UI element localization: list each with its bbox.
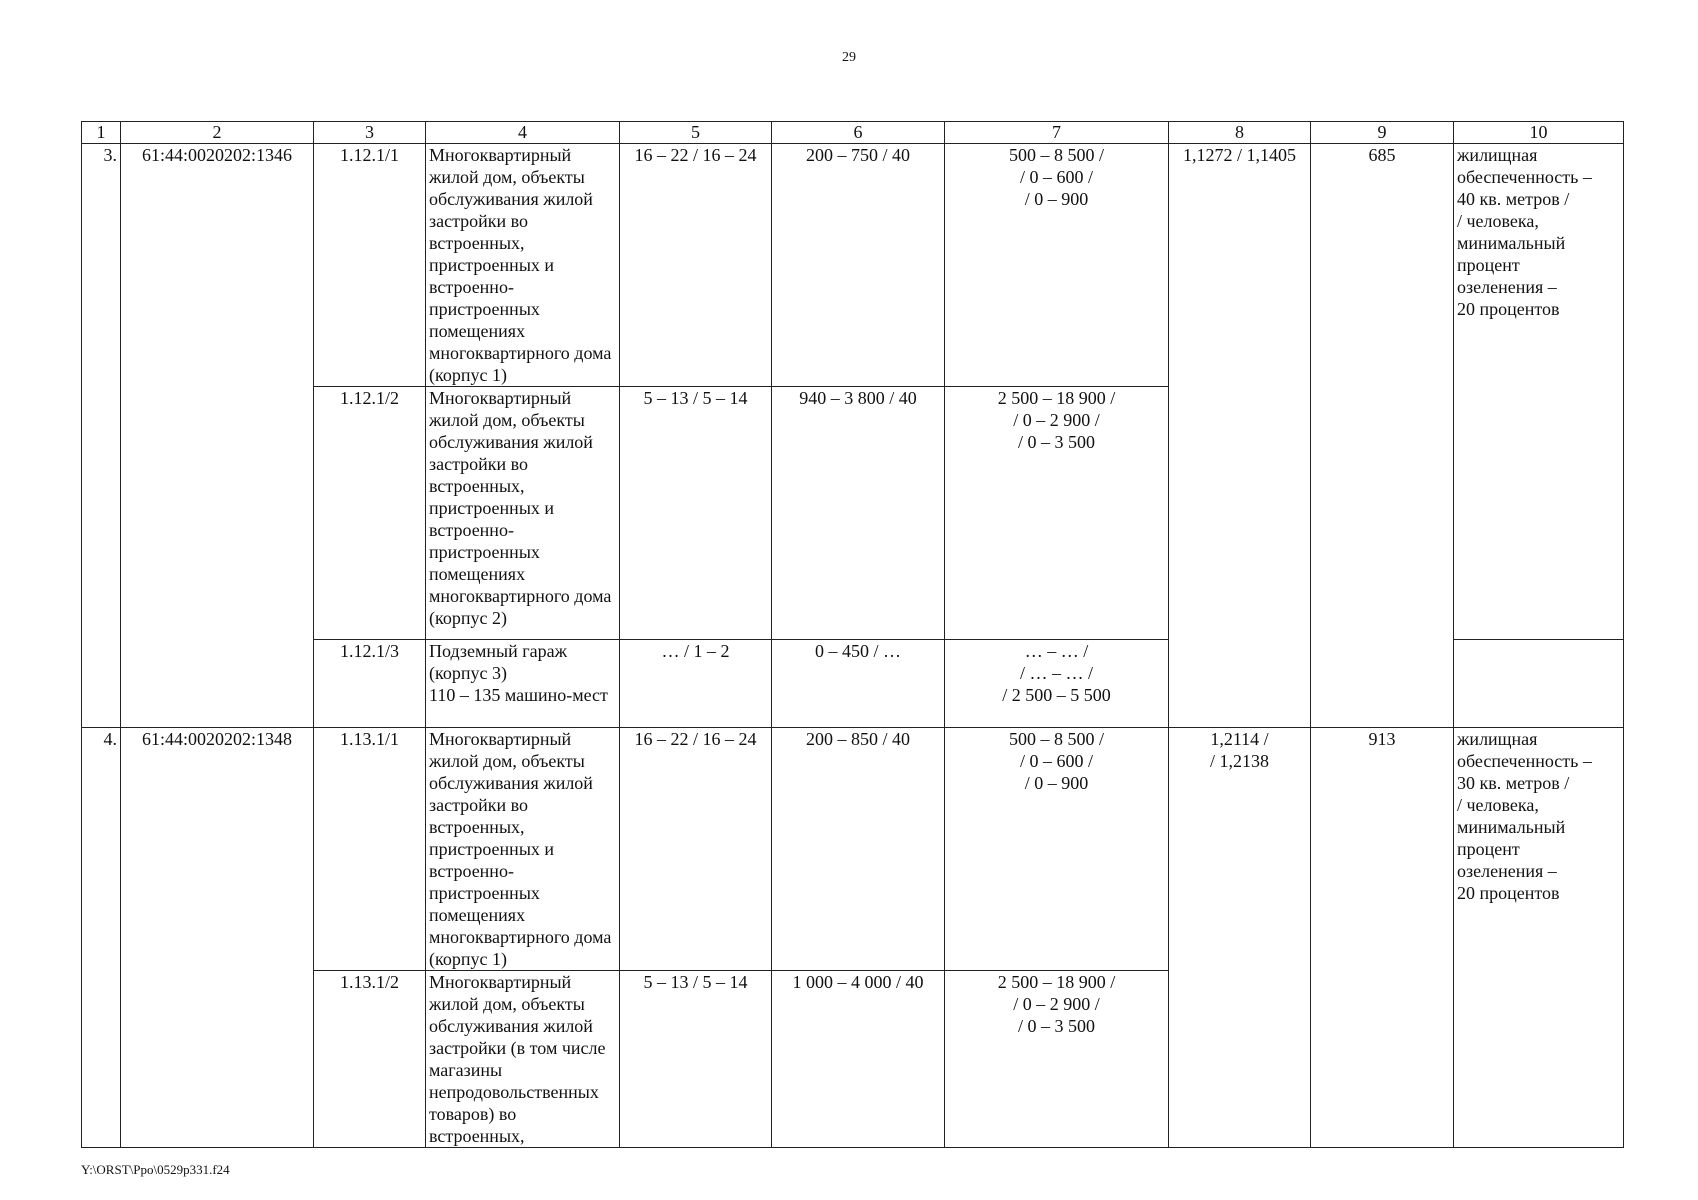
object-code: 1.13.1/2	[314, 971, 426, 1148]
header-cell: 5	[620, 122, 772, 144]
count-value: 913	[1311, 728, 1454, 1148]
notes-value: жилищная обеспеченность – 30 кв. метров / / человека, минимальный процент озеленения – 20 процентов	[1454, 728, 1624, 1148]
cadastral-number: 61:44:0020202:1346	[121, 144, 314, 728]
cadastral-number: 61:44:0020202:1348	[121, 728, 314, 1148]
object-description: Многоквартирный жилой дом, объекты обслуживания жилой застройки во встроенных, пристроенных и встроенно-пристроенных помещениях многоквартирного дома (корпус 1)	[426, 144, 620, 387]
header-cell: 8	[1169, 122, 1311, 144]
floors-value: … / 1 – 2	[620, 640, 772, 728]
header-cell: 1	[82, 122, 121, 144]
row-number: 4.	[82, 728, 121, 1148]
object-code: 1.12.1/2	[314, 387, 426, 640]
header-cell: 10	[1454, 122, 1624, 144]
area-value: 200 – 750 / 40	[772, 144, 945, 387]
floors-value: 16 – 22 / 16 – 24	[620, 728, 772, 971]
floors-value: 5 – 13 / 5 – 14	[620, 971, 772, 1148]
object-description: Многоквартирный жилой дом, объекты обслуживания жилой застройки во встроенных, пристроенных и встроенно-пристроенных помещениях многоквартирного дома (корпус 1)	[426, 728, 620, 971]
empty-cell	[1454, 640, 1624, 728]
object-description: Многоквартирный жилой дом, объекты обслуживания жилой застройки (в том числе магазины непродовольственных товаров) во встроенных,	[426, 971, 620, 1148]
object-code: 1.13.1/1	[314, 728, 426, 971]
floors-value: 16 – 22 / 16 – 24	[620, 144, 772, 387]
header-cell: 2	[121, 122, 314, 144]
count-value: 685	[1311, 144, 1454, 728]
object-code: 1.12.1/3	[314, 640, 426, 728]
object-description: Подземный гараж (корпус 3) 110 – 135 машино-мест	[426, 640, 620, 728]
footer-file-path: Y:\ORST\Ppo\0529p331.f24	[81, 1162, 230, 1177]
floors-value: 5 – 13 / 5 – 14	[620, 387, 772, 640]
area-value: 0 – 450 / …	[772, 640, 945, 728]
header-cell: 4	[426, 122, 620, 144]
header-cell: 6	[772, 122, 945, 144]
area-value: 1 000 – 4 000 / 40	[772, 971, 945, 1148]
notes-value: жилищная обеспеченность – 40 кв. метров / / человека, минимальный процент озеленения – 20 процентов	[1454, 144, 1624, 640]
ratio-value: 1,2114 / / 1,2138	[1169, 728, 1311, 1148]
header-cell: 9	[1311, 122, 1454, 144]
table-row	[82, 728, 1624, 971]
table-header-row	[82, 122, 1624, 144]
page-number: 29	[842, 50, 856, 65]
table-row	[82, 144, 1624, 387]
ratio-value: 1,1272 / 1,1405	[1169, 144, 1311, 728]
area-value: 940 – 3 800 / 40	[772, 387, 945, 640]
header-cell: 7	[945, 122, 1169, 144]
capacity-value: 500 – 8 500 / / 0 – 600 / / 0 – 900	[945, 728, 1169, 971]
row-number: 3.	[82, 144, 121, 728]
capacity-value: 500 – 8 500 / / 0 – 600 / / 0 – 900	[945, 144, 1169, 387]
capacity-value: 2 500 – 18 900 / / 0 – 2 900 / / 0 – 3 500	[945, 971, 1169, 1148]
data-table	[81, 121, 1624, 1148]
object-description: Многоквартирный жилой дом, объекты обслуживания жилой застройки во встроенных, пристроенных и встроенно-пристроенных помещениях многоквартирного дома (корпус 2)	[426, 387, 620, 640]
header-cell: 3	[314, 122, 426, 144]
area-value: 200 – 850 / 40	[772, 728, 945, 971]
object-code: 1.12.1/1	[314, 144, 426, 387]
capacity-value: … – … / / … – … / / 2 500 – 5 500	[945, 640, 1169, 728]
capacity-value: 2 500 – 18 900 / / 0 – 2 900 / / 0 – 3 500	[945, 387, 1169, 640]
